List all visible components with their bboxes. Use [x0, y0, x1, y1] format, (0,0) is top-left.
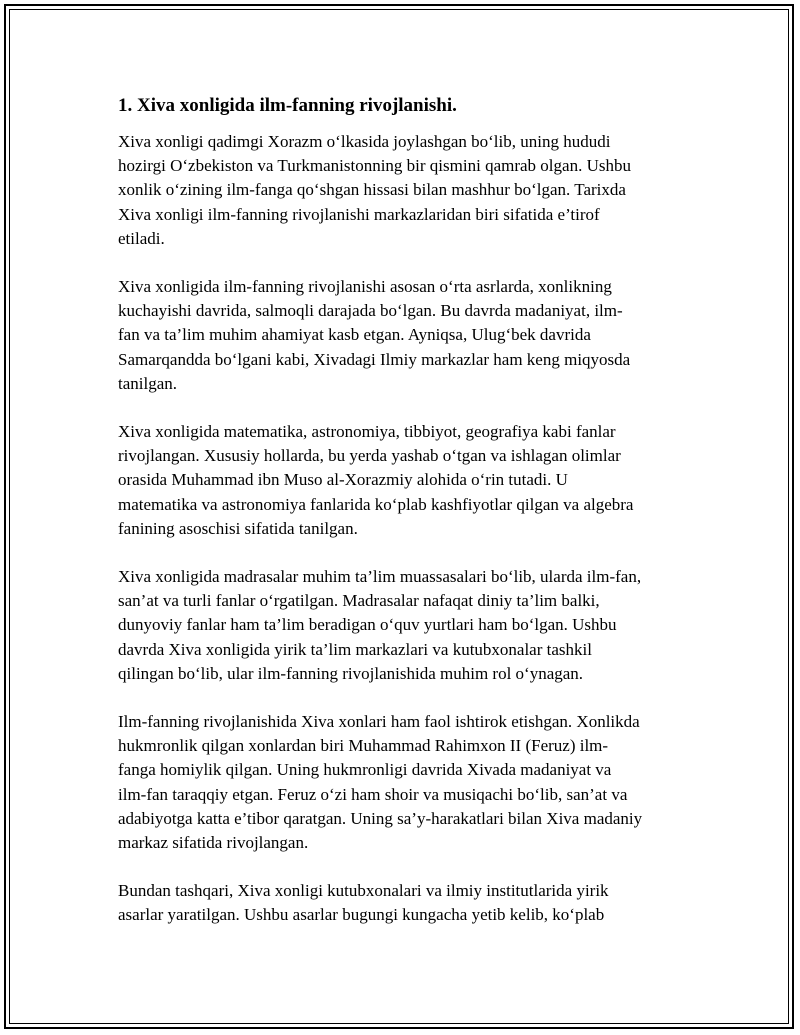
paragraph-6: Bundan tashqari, Xiva xonligi kutubxonalari va ilmiy institutlarida yirik asarlar yaratilgan. Ushbu asarlar bugungi kungacha yetib kelib, ko‘plab [118, 881, 609, 925]
paragraph-3: Xiva xonligida matematika, astronomiya, tibbiyot, geografiya kabi fanlar rivojlangan. Xususiy hollarda, bu yerda yashab o‘tgan va ishlagan olimlar orasida Muhammad ibn Muso al-Xorazmiy alohida o‘rin tutadi. U matematika va astronomiya fanlarida ko‘plab kashfiyotlar qilgan va algebra fanining asoschisi sifatida tanilgan. [118, 422, 634, 538]
paragraph-4: Xiva xonligida madrasalar muhim ta’lim muassasalari bo‘lib, ularda ilm-fan, san’at va turli fanlar o‘rgatilgan. Madrasalar nafaqat diniy ta’lim balki, dunyoviy fanlar ham ta’lim beradigan o‘quv yurtlari ham bo‘lgan. Ushbu davrda Xiva xonligida yirik ta’lim markazlari va kutubxonalar tashkil qilingan bo‘lib, ular ilm-fanning rivojlanishida muhim rol o‘ynagan. [118, 567, 642, 683]
paragraph-1: Xiva xonligi qadimgi Xorazm o‘lkasida joylashgan bo‘lib, uning hududi hozirgi O‘zbekiston va Turkmanistonning bir qismini qamrab olgan. Ushbu xonlik o‘zining ilm-fanga qo‘shgan hissasi bilan mashhur bo‘lgan. Tarixda Xiva xonligi ilm-fanning rivojlanishi markazlaridan biri sifatida e’tirof etiladi. [118, 132, 631, 248]
paragraph-5: Ilm-fanning rivojlanishida Xiva xonlari ham faol ishtirok etishgan. Xonlikda hukmronlik qilgan xonlardan biri Muhammad Rahimxon II (Feruz) ilm- fanga homiylik qilgan. Uning hukmronligi davrida Xivada madaniyat va ilm-fan taraqqiy etgan. Feruz o‘zi ham shoir va musiqachi bo‘lib, san’at va adabiyotga katta e’tibor qaratgan. Uning sa’y-harakatlari bilan Xiva madaniy markaz sifatida rivojlangan. [118, 712, 643, 853]
document-body [118, 94, 690, 952]
section-heading: 1. Xiva xonligida ilm-fanning rivojlanishi. [118, 95, 457, 116]
paragraph-2: Xiva xonligida ilm-fanning rivojlanishi asosan o‘rta asrlarda, xonlikning kuchayishi davrida, salmoqli darajada bo‘lgan. Bu davrda madaniyat, ilm- fan va ta’lim muhim ahamiyat kasb etgan. Ayniqsa, Ulug‘bek davrida Samarqandda bo‘lgani kabi, Xivadagi Ilmiy markazlar ham keng miqyosda tanilgan. [118, 277, 631, 393]
